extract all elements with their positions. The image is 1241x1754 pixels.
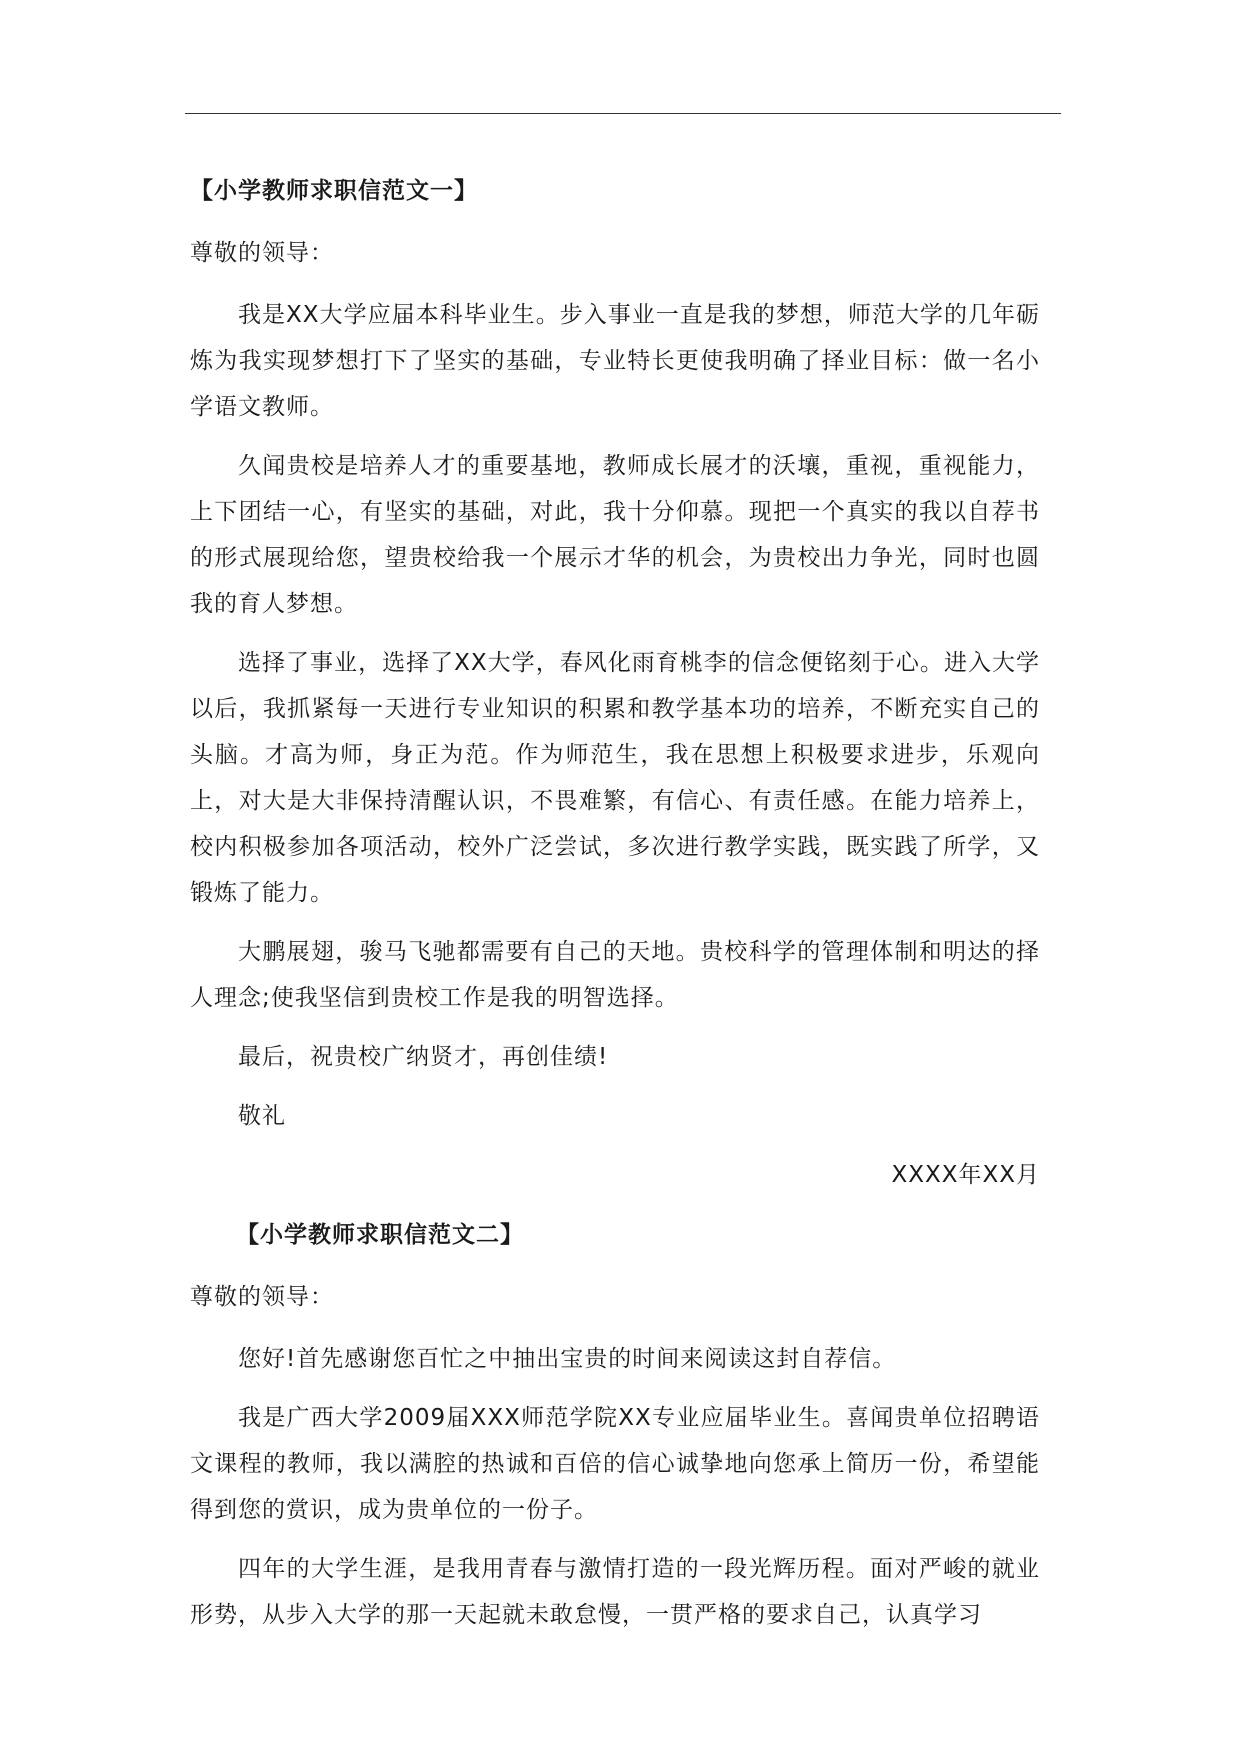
letter2-paragraph-1: 您好!首先感谢您百忙之中抽出宝贵的时间来阅读这封自荐信。 — [238, 1346, 897, 1372]
letter1-closing: 敬礼 — [238, 1103, 286, 1129]
letter2-paragraph-2: 我是广西大学2009届XXX师范学院XX专业应届毕业生。喜闻贵单位招聘语文课程的教师，我以满腔的热诚和百倍的信心诚挚地向您承上简历一份，希望能得到您的赏识，成为贵单位的一份子。 — [190, 1405, 1040, 1523]
document-content — [190, 168, 1040, 1651]
letter1-salutation: 尊敬的领导： — [190, 240, 334, 266]
letter1-date: XXXX年XX月 — [891, 1162, 1040, 1188]
letter1-paragraph-5: 最后，祝贵校广纳贤才，再创佳绩! — [238, 1044, 609, 1070]
letter2-salutation: 尊敬的领导： — [190, 1284, 334, 1310]
letter1-paragraph-3: 选择了事业，选择了XX大学，春风化雨育桃李的信念便铭刻于心。进入大学以后，我抓紧每一天进行专业知识的积累和教学基本功的培养，不断充实自己的头脑。才高为师，身正为范。作为师范生，我在思想上积极要求进步，乐观向上，对大是大非保持清醒认识，不畏难繁，有信心、有责任感。在能力培养上，校内积极参加各项活动，校外广泛尝试，多次进行教学实践，既实践了所学，又锻炼了能力。 — [190, 650, 1040, 906]
letter1-paragraph-2: 久闻贵校是培养人才的重要基地，教师成长展才的沃壤，重视，重视能力，上下团结一心，有坚实的基础，对此，我十分仰慕。现把一个真实的我以自荐书的形式展现给您，望贵校给我一个展示才华的机会，为贵校出力争光，同时也圆我的育人梦想。 — [190, 453, 1040, 617]
header-rule — [185, 113, 1061, 114]
letter2-paragraph-3: 四年的大学生涯，是我用青春与激情打造的一段光辉历程。面对严峻的就业形势，从步入大学的那一天起就未敢怠慢，一贯严格的要求自己，认真学习 — [190, 1556, 1040, 1628]
letter1-paragraph-1: 我是XX大学应届本科毕业生。步入事业一直是我的梦想，师范大学的几年砺炼为我实现梦想打下了坚实的基础，专业特长更使我明确了择业目标：做一名小学语文教师。 — [190, 302, 1040, 420]
letter1-heading: 【小学教师求职信范文一】 — [190, 178, 478, 204]
letter1-paragraph-4: 大鹏展翅，骏马飞驰都需要有自己的天地。贵校科学的管理体制和明达的择人理念;使我坚信到贵校工作是我的明智选择。 — [190, 939, 1040, 1011]
letter2-heading: 【小学教师求职信范文二】 — [236, 1222, 524, 1248]
